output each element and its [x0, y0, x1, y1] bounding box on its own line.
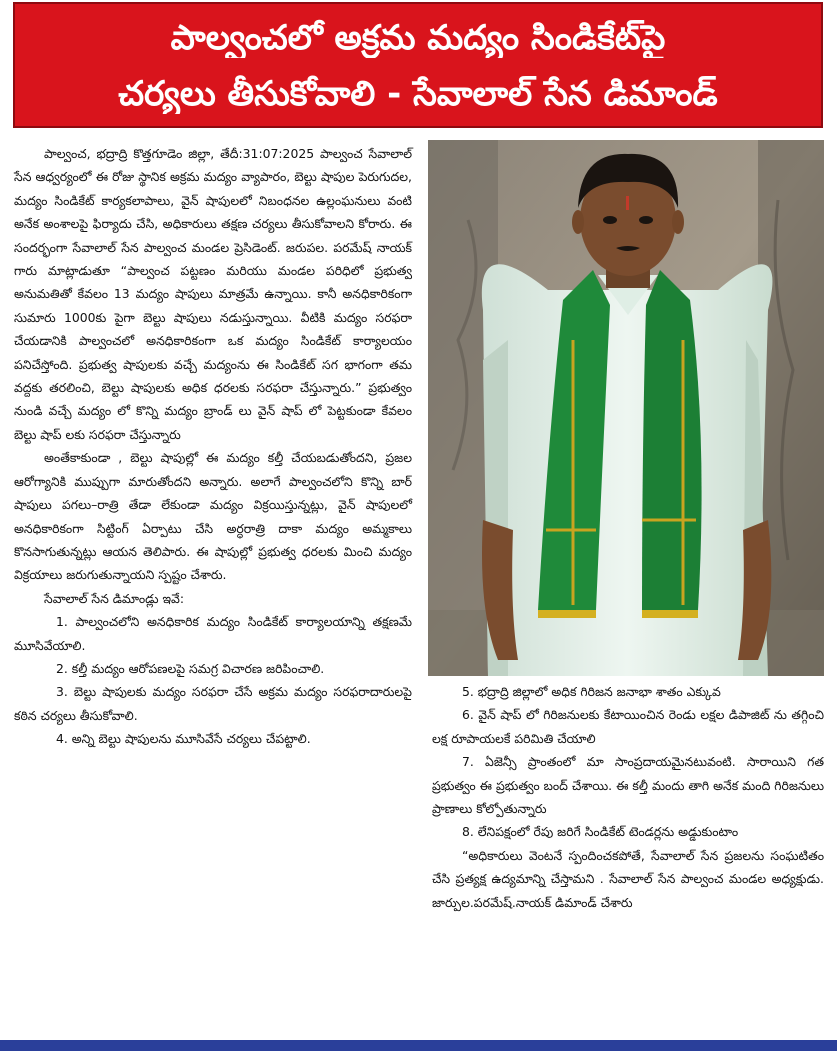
footer-bar — [0, 1040, 837, 1051]
headline-banner — [13, 2, 823, 128]
article-right-column — [432, 680, 824, 914]
demand-item-5: 5. భద్రాద్రి జిల్లాలో అధిక గిరిజన జనాభా శాతం ఎక్కువ — [462, 684, 721, 699]
demand-item-7: 7. ఏజెన్సీ ప్రాంతంలో మా సాంప్రదాయమైనటువంటి. సారాయిని గత ప్రభుత్వం ఈ ప్రభుత్వం బంద్ చేశాయి. ఈ కల్తీ మందు తాగి అనేక మంది గిరిజనులు ప్రాణాలు కోల్పోతున్నారు — [432, 754, 824, 817]
portrait-illustration — [428, 140, 824, 676]
article-paragraph-1: పాల్వంచ, భద్రాద్రి కొత్తగూడెం జిల్లా, తేదీ:31:07:2025 పాల్వంచ సేవాలాల్ సేన ఆధ్వర్యంలో ఈ రోజు స్థానిక అక్రమ మద్యం వ్యాపారం, బెల్టు షాపుల పెరుగుదల, మద్యం సిండికేట్ కార్యకలాపాలు, వైన్ షాపులలో నిబంధనల ఉల్లంఘనులు వంటి అనేక అంశాలపై ఫిర్యాదు చేసి, అధికారులు తక్షణ చర్యలు తీసుకోవాలని కోరారు. ఈ సందర్భంగా సేవాలాల్ సేన పాల్వంచ మండల ప్రెసిడెంట్. జరుపల. పరమేష్ నాయక్ గారు మాట్లాడుతూ “పాల్వంచ పట్టణం మరియు మండల పరిధిలో ప్రభుత్వ అనుమతితో కేవలం 13 మద్యం షాపులు మాత్రమే ఉన్నాయి. కానీ అనధికారికంగా సుమారు 1000కు పైగా బెల్టు షాపులు నడుస్తున్నాయి. వీటికి మద్యం సరఫరా చేయడానికి పాల్వంచలో అనధికారికంగా ఒక మద్యం సిండికేట్ కార్యాలయం పనిచేస్తోంది. ప్రభుత్వ షాపులకు వచ్చే మద్యంను ఈ సిండికేట్ సగ భాగంగా తమ వద్దకు తరలించి, బెల్టు షాపులకు అధిక ధరలకు సరఫరా చేస్తున్నారు.” ప్రభుత్వం నుండి వచ్చే మద్యం లో కొన్ని మద్యం బ్రాండ్ లు వైన్ షాప్ లో పెట్టకుండా కేవలం బెల్టు షాప్ లకు సరఫరా చేస్తున్నారు — [14, 146, 412, 442]
demand-item-4: 4. అన్ని బెల్టు షాపులను మూసివేసే చర్యలు చేపట్టాలి. — [56, 731, 311, 747]
demands-heading: సేవాలాల్ సేన డిమాండ్లు ఇవే: — [44, 590, 185, 606]
demand-item-1: 1. పాల్వంచలోని అనధికారిక మద్యం సిండికేట్ కార్యాలయాన్ని తక్షణమే మూసివేయాలి. — [14, 614, 412, 653]
closing-quote: “అధికారులు వెంటనే స్పందించకపోతే, సేవాలాల్ సేన ప్రజలను సంఘటితం చేసి ప్రత్యక్ష ఉద్యమాన్ని చేస్తామని . సేవాలాల్ సేన పాల్వంచ మండల అధ్యక్షుడు. జార్పుల.పరమేష్.నాయక్ డిమాండ్ చేశారు — [432, 847, 824, 910]
headline-line-1: పాల్వంచలో అక్రమ మద్యం సిండికేట్‌పై — [170, 18, 666, 58]
portrait-photo — [428, 140, 824, 676]
demand-item-2: 2. కల్తీ మద్యం ఆరోపణలపై సమగ్ర విచారణ జరిపించాలి. — [56, 660, 325, 676]
headline-line-2: చర్యలు తీసుకోవాలి - సేవాలాల్ సేన డిమాండ్ — [118, 74, 718, 114]
demand-item-6: 6. వైన్ షాప్ లో గిరిజనులకు కేటాయించిన రెండు లక్షల డిపాజిట్ ను తగ్గించి లక్ష రూపాయలకే పరిమితి చేయాలి — [432, 707, 824, 746]
demand-item-8: 8. లేనిపక్షంలో రేపు జరిగే సిండికేట్ టెండర్లను అడ్డుకుంటాం — [462, 824, 739, 840]
demand-item-3: 3. బెల్టు షాపులకు మద్యం సరఫరా చేసే అక్రమ మద్యం సరఫరాదారులపై కఠిన చర్యలు తీసుకోవాలి. — [14, 684, 412, 723]
article-paragraph-2: అంతేకాకుండా , బెల్టు షాపుల్లో ఈ మద్యం కల్తీ చేయబడుతోందని, ప్రజల ఆరోగ్యానికి ముప్పుగా మారుతోందని అన్నారు. అలాగే పాల్వంచలోని కొన్ని బార్ షాపులు పగలు–రాత్రి తేడా లేకుండా మద్యం విక్రయిస్తున్నట్లు, వైన్ షాపులలో అనధికారికంగా సిట్టింగ్ ఏర్పాటు చేసి అర్ధరాత్రి దాకా మద్యం అమ్మకాలు కొనసాగుతున్నట్లు ఆయన తెలిపారు. ఈ షాపుల్లో ప్రభుత్వ ధరలకు మించి మద్యం విక్రయాలు జరుగుతున్నాయని స్పష్టం చేశారు. — [14, 450, 412, 583]
article-left-column — [14, 142, 412, 751]
